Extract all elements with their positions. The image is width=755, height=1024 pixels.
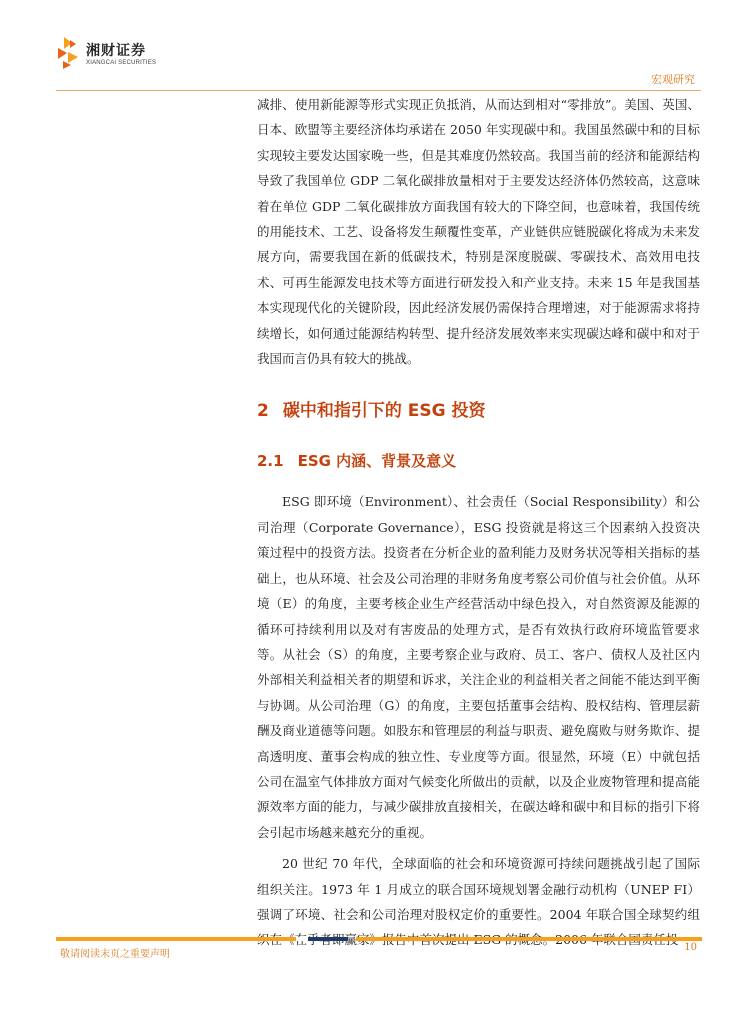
subsection-title: ESG 内涵、背景及意义: [297, 452, 457, 471]
page-number: 10: [684, 942, 697, 953]
subsection-heading: [257, 445, 700, 477]
document-body: [257, 92, 700, 953]
footer-disclaimer: 敬请阅读末页之重要声明: [60, 949, 170, 960]
section-label: 宏观研究: [651, 73, 695, 86]
footer-bar-segment-3: [356, 937, 702, 941]
company-logo: [56, 36, 196, 76]
xiangcai-logo-icon: [56, 36, 82, 70]
section-number: 2: [257, 401, 269, 422]
section-title: 碳中和指引下的 ESG 投资: [282, 401, 486, 422]
header-divider: [56, 90, 701, 91]
subsection-number: 2.1: [257, 452, 284, 471]
section-heading: [257, 389, 700, 433]
logo-english: XIANGCAI SECURITIES: [86, 60, 157, 66]
footer-bar-segment-1: [56, 937, 296, 941]
footer-bar-gap: [296, 937, 308, 941]
logo-name: 湘财证券: [86, 43, 146, 59]
footer-divider: [56, 937, 702, 941]
footer-bar-segment-2: [308, 937, 348, 941]
paragraph-esg-history: 20 世纪 70 年代，全球面临的社会和环境资源可持续问题挑战引起了国际组织关注。1973 年 1 月成立的联合国环境规划署金融行动机构（UNEP FI）强调了环境、社会和公司治理对股权定价的重要性。2004 年联合国全球契约组 赢: [257, 856, 700, 948]
paragraph-esg-definition: ESG 即环境（Environment）、社会责任（Social Responsibility）和公司治理（Corporate Governance），ESG 投资就是将这三个因素纳入投资决策过程中的投资方法。投资者在分析企业的盈利能力及财务状况等相关指标的基础上，也从环境、社会及公司治理的非财务角度考察公司价值与社会价值。从环境（E）的角度，主要考核企业生产经营活动中绿色投入，对自然资源及能源的循环可持续利用以及对有害废品的处理方式，是否有效执行政府环境监管要求等。从社会（S）的角度，主要考察企业与政府、员工、客户、债权人及社区内外部相关利益相关者的期望和诉求，关注企业的利益相关者之间能不能达到平衡与协调。从公司治理（G）的角度，主要包括董事会结构、股权结构、管理层薪酬及商业道德等问题。如股东和管理层的利益与职责、避免腐败与财务欺诈、提高透明度、董事会构成的独立性、专业度等方面。很显然，环境（E）中就包括公司在温室气体排放方面对气候变化所做出的贡献，以及企业废物管理和提高能源效率方面的能力，与减少碳排放直接相关，在碳达峰和碳中和目标的指引下将会引起市场越来越充分的重视。: [257, 494, 700, 840]
paragraph-carbon-neutral: 减排、使用新能源等形式实现正负抵消，从而达到相对“零排放”。美国、英国、日本、欧盟等主要经济体均承诺在 2050 年实现碳中和。我国虽然碳中和的目标实现较主要发达国家晚一些，但是其难度仍然较高。我国当前的经济和能源结构导致了我国单位 GDP 二氧化碳排放量相对于主要发达经济体仍然较高，这意味着在单位 GDP 二氧化碳排放方面我国有较大的下降空间，也意味着，我国传统的用能技术、工艺、设备将发生颠覆性变革，产业链供应链脱碳化将成为未来发展方向，需要我国在新的低碳技术，特别是深度脱碳、零碳技术、高效用电技术、可再生能源发电技术等方面进行研发投入和产业支持。未来 15 年是我国基本实现现代化的关键阶段，因此经济发展仍需保持合理增速，对于能源需求将持续增长，如何通过能源结构转型、提升经济发展效率来实现碳达峰和碳中和对于我国而言仍具有较大的挑战。: [257, 97, 700, 367]
